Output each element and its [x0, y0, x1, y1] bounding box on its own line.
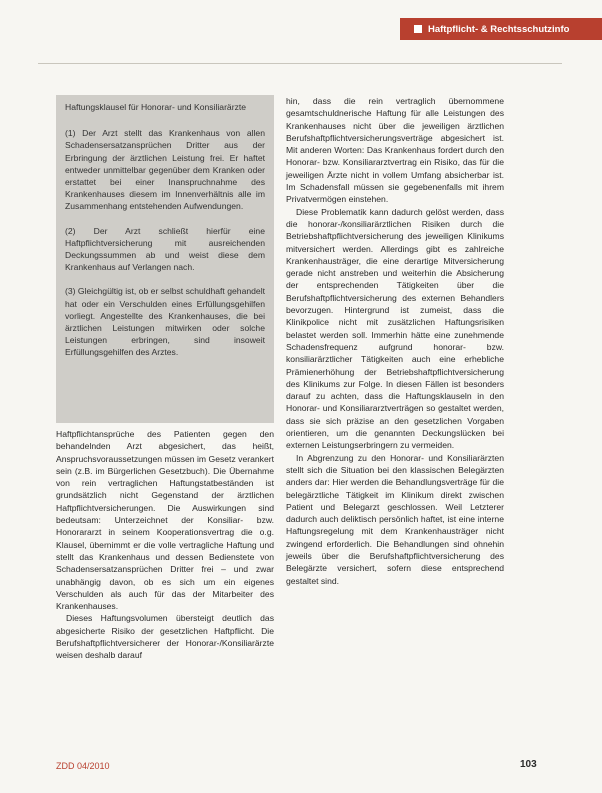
section-title: Haftpflicht- & Rechtsschutzinfo [428, 23, 570, 35]
body-paragraph: hin, dass die rein vertraglich übernommene gesamtschuldnerische Haftung für alle Leistungen des Krankenhauses nicht über die jeweiligen ärztlichen Berufshaftpflichtversicherungsverträge abgesichert ist. Mit anderen Worten: Das Krankenhaus fordert durch den Honorar- bzw. Konsiliararztvertrag ein Risiko, das für die jeweiligen Ärzte nicht in vollem Umfang absicherbar ist. Im Schadensfall müssen sie gegebenenfalls mit ihrem Privatvermögen einstehen. [286, 96, 504, 205]
body-paragraph: Dieses Haftungsvolumen übersteigt deutlich das abgesicherte Risiko der gesetzlichen Haftpflicht. Die Berufshaftpflichtversicherer der Honorar-/Konsiliarärzte weisen deshalb darauf [56, 613, 274, 661]
clause-box [56, 95, 274, 423]
page-number: 103 [520, 759, 537, 770]
clause-box-title: Haftungsklausel für Honorar- und Konsiliarärzte [65, 102, 247, 112]
clause-paragraph: (3) Gleichgültig ist, ob er selbst schuldhaft gehandelt hat oder ein Verschulden eines Erfüllungsgehilfen vorliegt. Angestellte des Krankenhauses, die bei ärztlichen Leistungen mitwirken oder solche Leistungen erbringen, sind insoweit Erfüllungsgehilfen des Arztes. [65, 286, 265, 358]
square-bullet-icon [414, 25, 422, 33]
header-divider [38, 63, 562, 64]
body-paragraph: Diese Problematik kann dadurch gelöst werden, dass die honorar-/konsiliarärztlichen Risiken durch die Betriebshaftpflichtversicherung des jeweiligen Klinikums mitversichert werden. Allerdings gibt es zahlreiche Krankenhausträger, die eine derartige Mitversicherung gerade nicht anstreben und weiterhin die Absicherung der entsprechenden Tätigkeiten über die Berufshaftpflichtversicherung des externen Behandlers bevorzugen. Hintergrund ist zumeist, dass die Klinikpolice nicht mit zusätzlichen Haftungsrisiken belastet werden soll. Immerhin hätte eine zunehmende Schadensfrequenz aufgrund honorar- bzw. konsiliarärztlicher Tätigkeiten auch eine erhebliche Prämienerhöhung der Betriebshaftpflichtversicherung des Klinikums zur Folge. In diesen Fällen ist besonders darauf zu achten, dass die Haftungsklauseln in den Honorar- und Konsiliararztverträgen so gestaltet werden, dass sie sich präzise an den gesetzlichen Vorgaben orientieren, um die genannten Deckungslücken bei externen Leistungserbringern zu vermeiden. [286, 206, 504, 451]
section-header-bar [400, 18, 602, 40]
clause-paragraph: (2) Der Arzt schließt hierfür eine Haftpflichtversicherung mit ausreichenden Deckungssummen ab und weist diese dem Krankenhaus auf Verlangen nach. [65, 225, 265, 273]
left-column [56, 428, 274, 662]
body-paragraph: Haftpflichtansprüche des Patienten gegen den behandelnden Arzt abgesichert, das heißt, Anspruchsvoraussetzungen müssen im Gesetz verankert sein (z.B. im Bürgerlichen Gesetzbuch). Die Übernahme von rein vertraglichen Haftungstatbeständen ist grundsätzlich nicht Gegenstand der ärztlichen Haftpflichtversicherungen. Die Auswirkungen sind bedeutsam: Unterzeichnet der Konsiliar- bzw. Honorararzt in seinem Kooperationsvertrag die o.g. Klausel, übernimmt er die volle vertragliche Haftung und stellt das Krankenhaus und dessen Bedienstete von Schadensersatzansprüchen Dritter frei – und zwar unabhängig davon, ob es sich um ein eigenes Verschulden als auch für das der Mitarbeiter des Krankenhauses. [56, 429, 274, 612]
right-column [286, 95, 504, 587]
body-paragraph: In Abgrenzung zu den Honorar- und Konsiliarärzten stellt sich die Situation bei den klassischen Belegärzten anders dar: Hier werden die Behandlungsverträge für die belegärztliche Tätigkeit im Klinikum direkt zwischen Patient und Belegarzt geschlossen. Weil Letzterer dadurch auch deliktisch persönlich haftet, ist eine interne Haftungsregelung mit dem Krankenhausträger nicht zwingend erforderlich. Die Behandlungen sind ohnehin jeweils über die Berufshaftpflichtversicherung des Belegärzte versichert, sofern diese entsprechend gestaltet sind. [286, 452, 504, 586]
clause-paragraph: (1) Der Arzt stellt das Krankenhaus von allen Schadensersatzansprüchen Dritter aus der Erbringung der ärztlichen Leistung frei. Er haftet entweder unmittelbar gegenüber dem Kranken oder erstattet bei einer Inanspruchnahme des Krankenhauses diesem im Innenverhältnis alle im Zusammenhang entstehenden Aufwendungen. [65, 128, 265, 212]
journal-issue: ZDD 04/2010 [56, 761, 110, 771]
